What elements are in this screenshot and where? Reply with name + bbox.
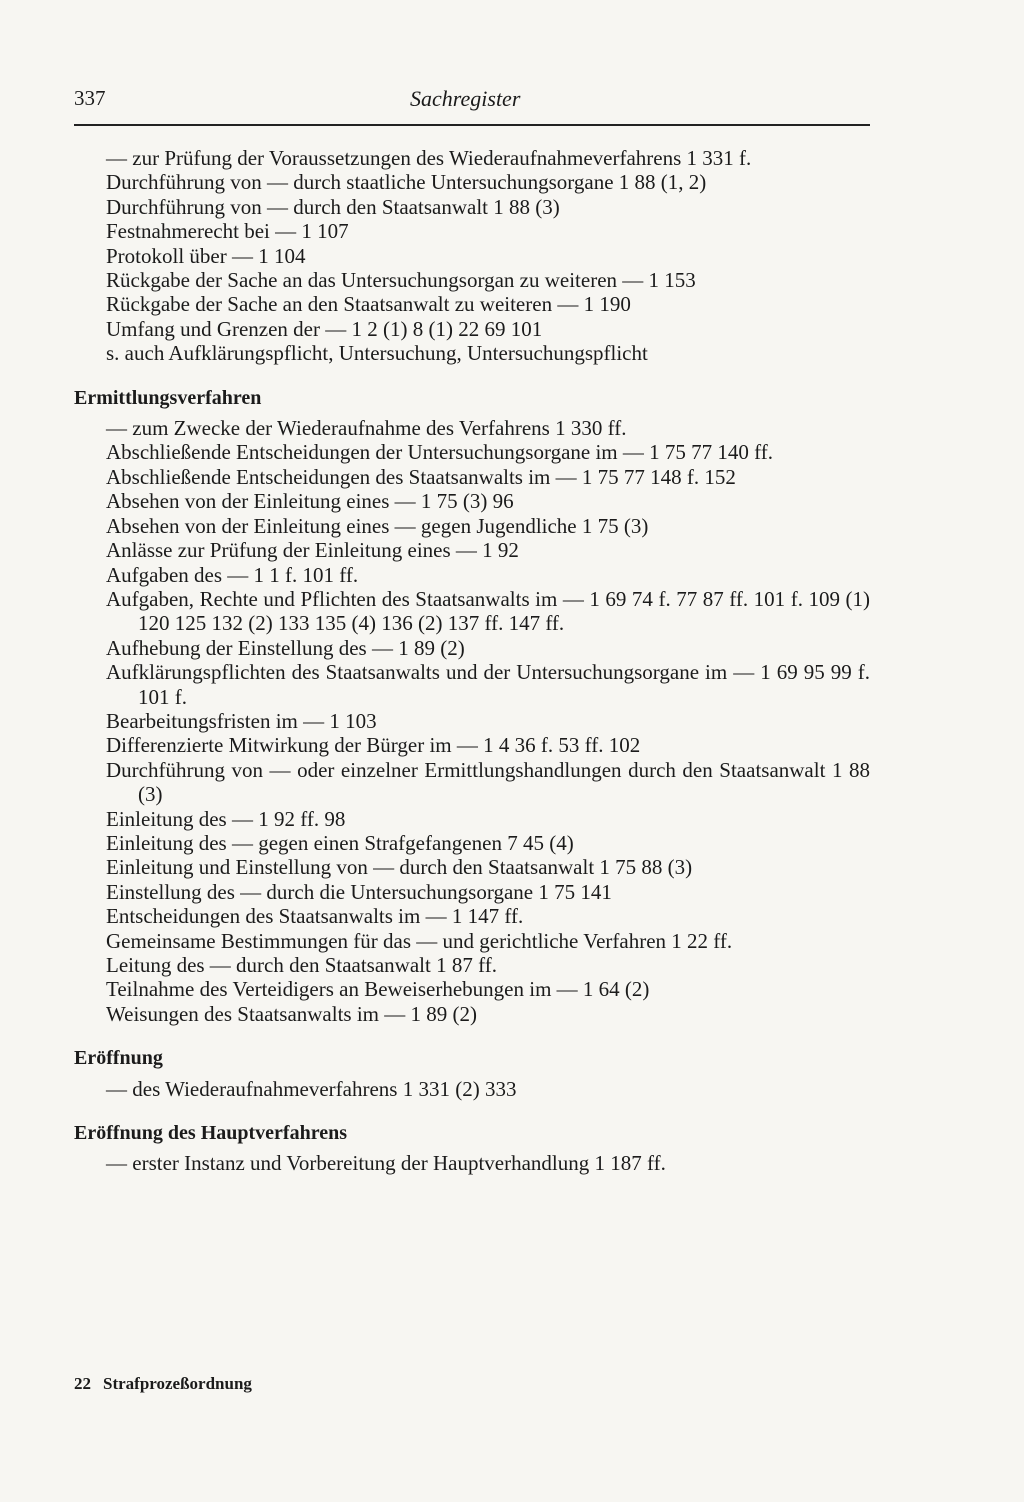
header-rule	[74, 124, 870, 126]
index-content	[74, 146, 870, 1176]
index-entry: Gemeinsame Bestimmungen für das — und gerichtliche Verfahren 1 22 ff.	[106, 928, 733, 953]
index-entry: — des Wiederaufnahmeverfahrens 1 331 (2) 333	[106, 1076, 517, 1101]
index-entry: Absehen von der Einleitung eines — 1 75 (3) 96	[106, 489, 514, 514]
index-entry: Durchführung von — durch staatliche Untersuchungsorgane 1 88 (1, 2)	[106, 170, 707, 195]
section-eroeffnung-hauptverfahren	[74, 1121, 870, 1176]
section-heading: Ermittlungsverfahren	[74, 386, 262, 409]
index-entry: Abschließende Entscheidungen der Untersuchungsorgane im — 1 75 77 140 ff.	[106, 440, 773, 465]
running-title: Sachregister	[410, 86, 521, 111]
section-heading: Eröffnung	[74, 1047, 163, 1070]
section-ermittlungsverfahren	[74, 386, 870, 1027]
index-entry: Protokoll über — 1 104	[106, 243, 306, 268]
index-entry: — zum Zwecke der Wiederaufnahme des Verfahrens 1 330 ff.	[106, 416, 627, 441]
index-entry: Bearbeitungsfristen im — 1 103	[106, 708, 377, 733]
index-entry: — erster Instanz und Vorbereitung der Hauptverhandlung 1 187 ff.	[106, 1151, 666, 1176]
page-number: 337	[74, 86, 106, 110]
index-entry: Rückgabe der Sache an den Staatsanwalt zu weiteren — 1 190	[106, 292, 631, 317]
index-entry: Entscheidungen des Staatsanwalts im — 1 147 ff.	[106, 904, 524, 929]
index-entry: Festnahmerecht bei — 1 107	[106, 219, 349, 244]
signature-title: Strafprozeßordnung	[103, 1374, 252, 1393]
index-entry: Anlässe zur Prüfung der Einleitung eines — 1 92	[106, 538, 519, 563]
index-entry: Aufklärungspflichten des Staatsanwalts und der Untersuchungsorgane im — 1 69 95 99 f. 101 f.	[106, 660, 870, 709]
index-entry: — zur Prüfung der Voraussetzungen des Wiederaufnahmeverfahrens 1 331 f.	[106, 146, 752, 170]
index-entry: Abschließende Entscheidungen des Staatsanwalts im — 1 75 77 148 f. 152	[106, 464, 736, 489]
index-entry: Aufgaben, Rechte und Pflichten des Staatsanwalts im — 1 69 74 f. 77 87 ff. 101 f. 109 (1) 120 125 132 (2) 133 135 (4) 136 (2) 137 ff. 147 ff.	[106, 586, 870, 636]
index-entry: Weisungen des Staatsanwalts im — 1 89 (2)	[106, 1001, 477, 1026]
section-heading: Eröffnung des Hauptverfahrens	[74, 1122, 347, 1145]
signature-number: 22	[74, 1374, 91, 1393]
index-entry: s. auch Aufklärungspflicht, Untersuchung, Untersuchungspflicht	[106, 341, 648, 366]
section-eroeffnung	[74, 1046, 870, 1101]
index-entry: Durchführung von — durch den Staatsanwalt 1 88 (3)	[106, 194, 560, 219]
intro-entry-list	[74, 146, 870, 366]
index-entry: Rückgabe der Sache an das Untersuchungsorgan zu weiteren — 1 153	[106, 268, 696, 293]
index-entry: Einleitung des — gegen einen Strafgefangenen 7 45 (4)	[106, 830, 574, 855]
index-entry: Aufhebung der Einstellung des — 1 89 (2)	[106, 635, 465, 660]
index-entry: Leitung des — durch den Staatsanwalt 1 87 ff.	[106, 953, 497, 977]
index-entry: Umfang und Grenzen der — 1 2 (1) 8 (1) 22 69 101	[106, 316, 543, 341]
index-entry: Differenzierte Mitwirkung der Bürger im — 1 4 36 f. 53 ff. 102	[106, 733, 641, 758]
index-entry: Einleitung und Einstellung von — durch den Staatsanwalt 1 75 88 (3)	[106, 855, 693, 880]
index-entry: Teilnahme des Verteidigers an Beweiserhebungen im — 1 64 (2)	[106, 977, 650, 1002]
index-entry: Absehen von der Einleitung eines — gegen Jugendliche 1 75 (3)	[106, 513, 649, 538]
index-entry: Durchführung von — oder einzelner Ermittlungshandlungen durch den Staatsanwalt 1 88 (3)	[106, 757, 870, 807]
index-entry: Einstellung des — durch die Untersuchungsorgane 1 75 141	[106, 879, 612, 904]
page-header	[74, 86, 870, 118]
index-entry: Einleitung des — 1 92 ff. 98	[106, 806, 346, 831]
index-entry: Aufgaben des — 1 1 f. 101 ff.	[106, 562, 359, 587]
page-footer	[74, 1374, 252, 1394]
